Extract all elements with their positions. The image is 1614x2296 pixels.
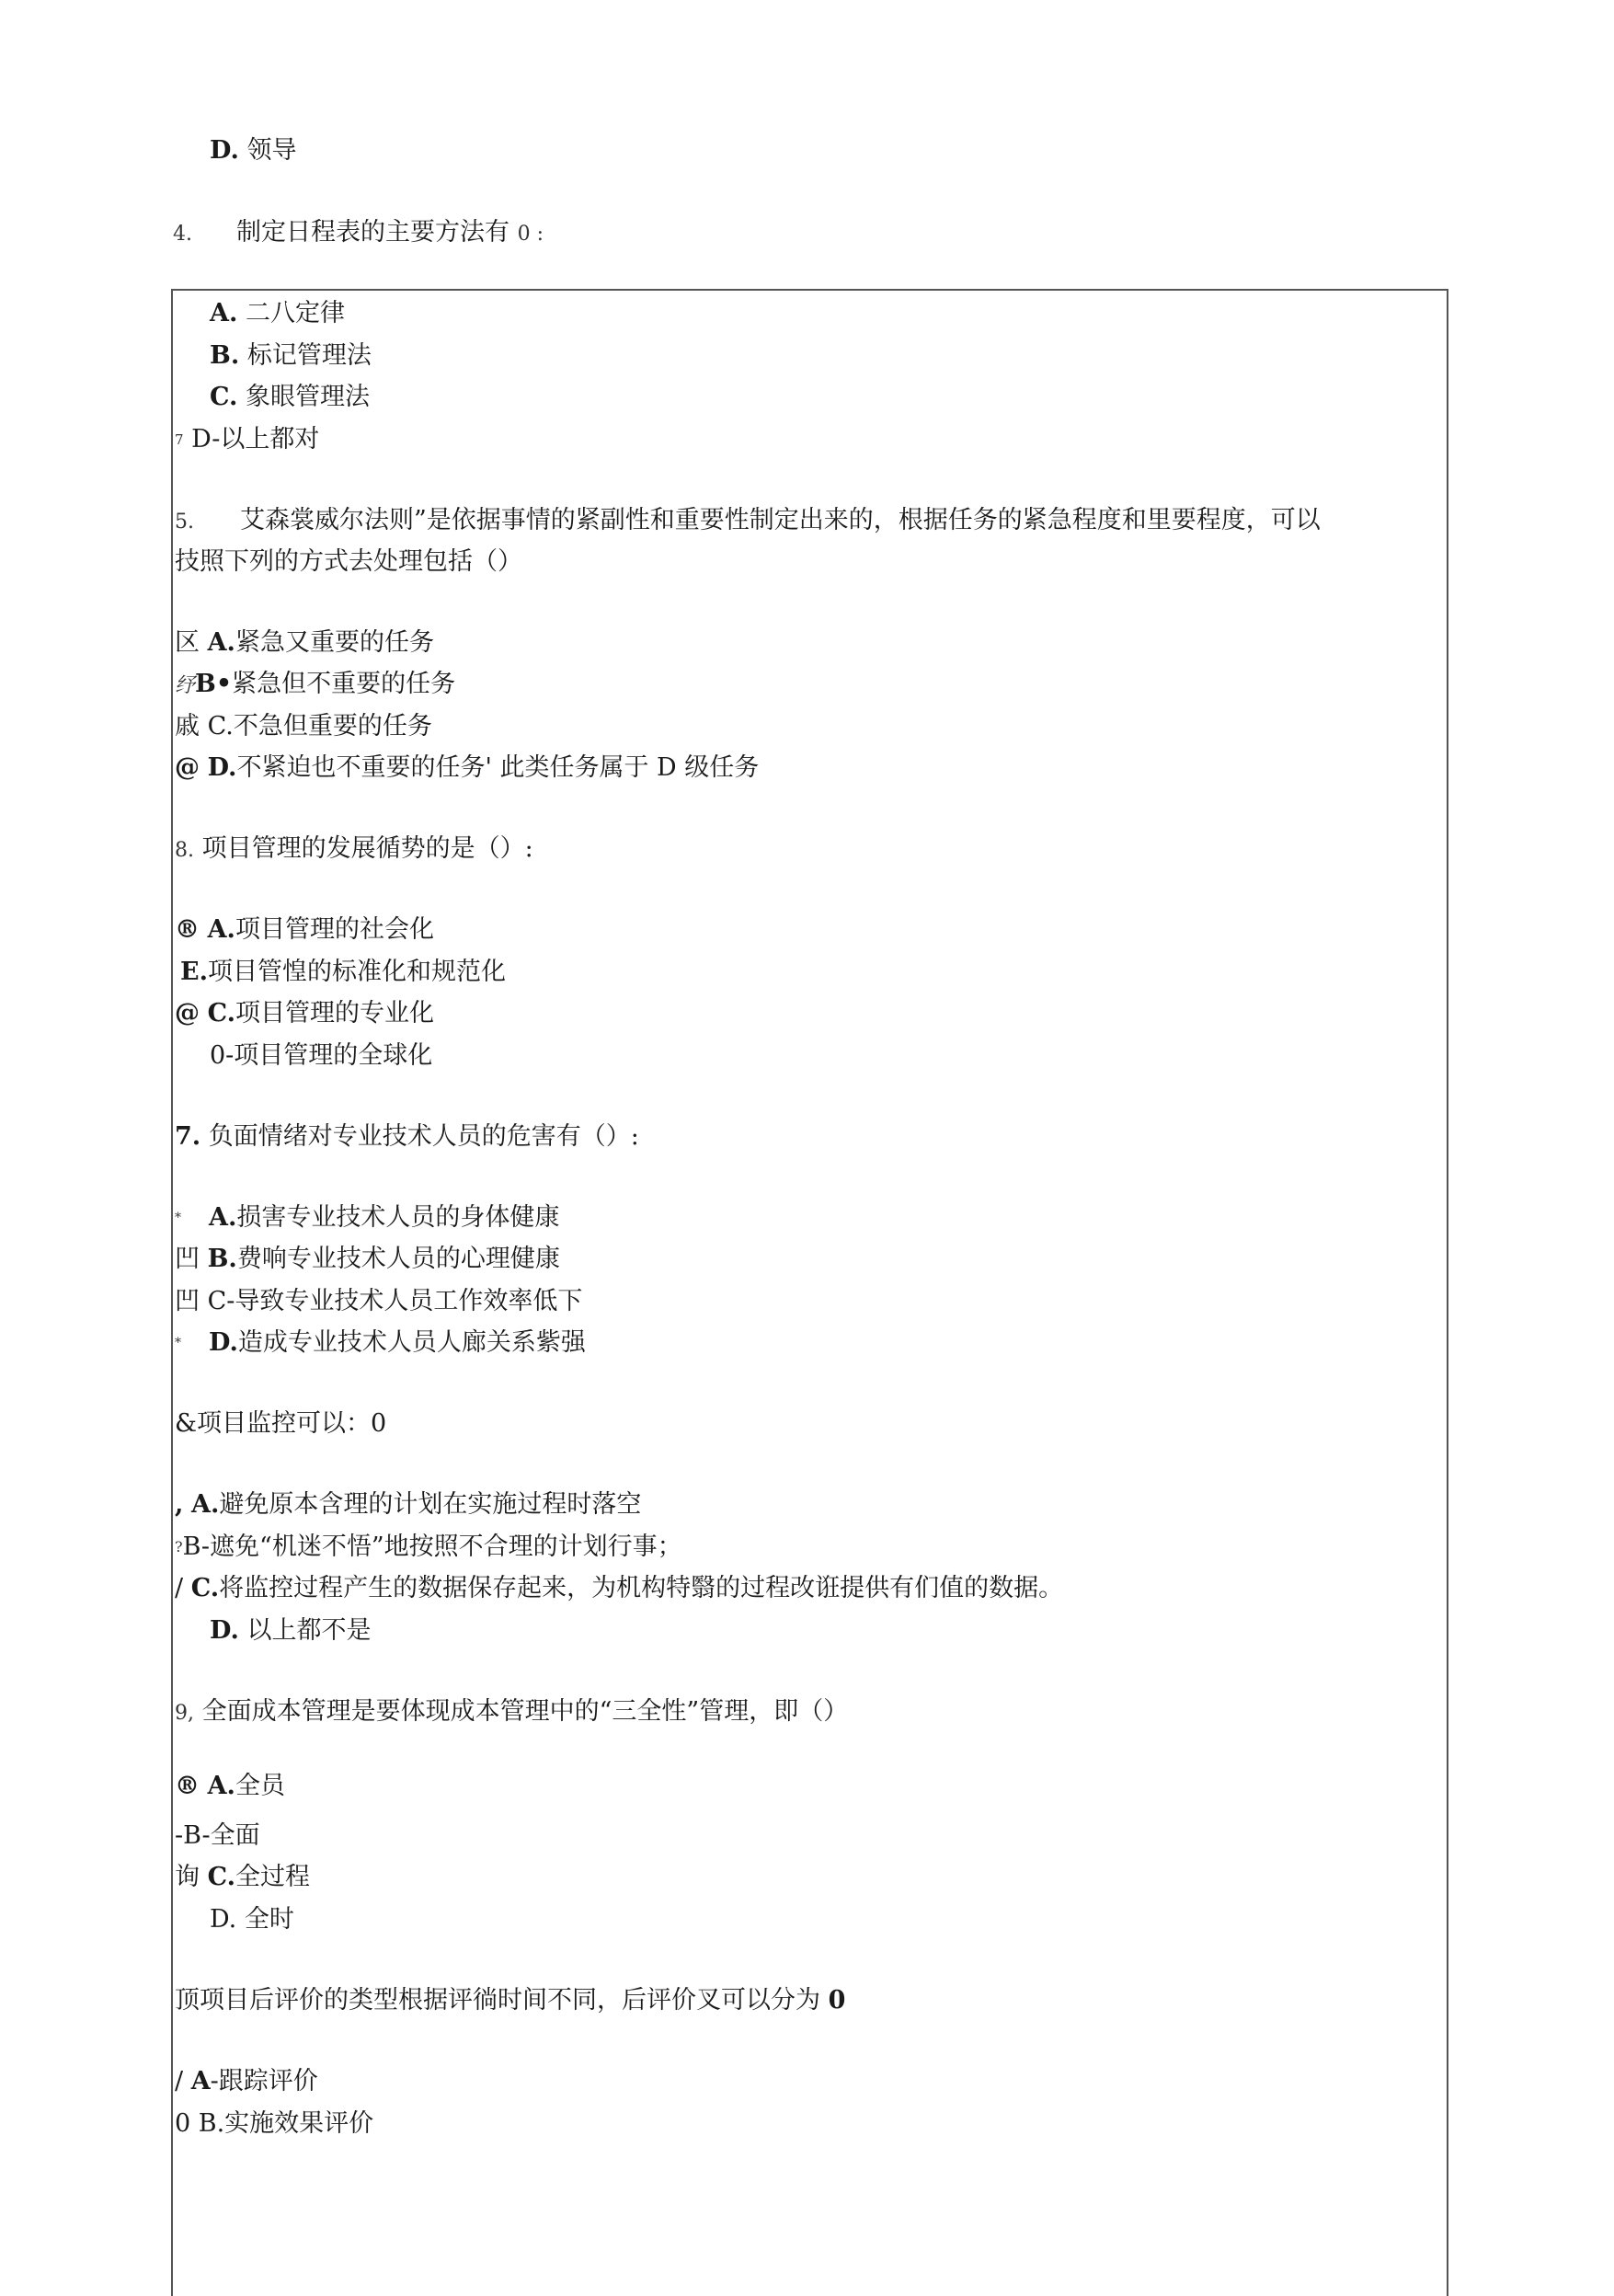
q10-option-b: 0 B.实施效果评价 [175,2109,374,2138]
q5-stem-line1: 5. 艾森裳威尔法则”是依据事情的紧副性和重要性制定出来的，根据任务的紧急程度和里要程度，可以 [175,506,1321,534]
q7-option-b: 凹 B.费响专业技术人员的心理健康 [175,1245,560,1273]
q9-option-d: D. 全时 [210,1905,294,1934]
q7-option-c: 凹 C-导致专业技术人员工作效率低下 [175,1287,583,1315]
q8-option-d: 0-项目管理的全球化 [210,1041,433,1070]
q4-option-d: $^7$ D-以上都对 [175,425,320,453]
q-monitor-option-d: D. 以上都不是 [210,1616,372,1645]
q8-option-c: @ C.项目管理的专业化 [175,999,435,1027]
q9-option-a: ® A.全员 [175,1772,285,1800]
q4-stem: 4. 制定日程表的主要方法有 0 : [173,218,544,247]
q4-option-c: C. 象眼管理法 [210,383,371,411]
q9-option-b: -B-全面 [175,1821,260,1850]
q5-stem-line2: 技照下列的方式去处理包括（） [175,547,522,576]
q5-option-a: 区 A.紧急又重要的任务 [175,628,434,657]
q10-option-a: / A-跟踪评价 [175,2067,318,2095]
q7-stem: 7. 负面情绪对专业技术人员的危害有（）: [175,1122,639,1151]
q5-option-d: @ D.不紧迫也不重要的任务' 此类任务属于 D 级任务 [175,753,760,782]
q-monitor-option-a: , A.避免原本含理的计划在实施过程时落空 [175,1490,642,1519]
q8-option-b: E.项目管惶的标准化和规范化 [180,958,506,986]
q10-stem: 顶项目后评价的类型根据评徜时间不同，后评价叉可以分为 0 [175,1986,846,2015]
q5-option-b: 纾B•紧急但不重要的任务 [175,670,456,698]
q8-option-a: ® A.项目管理的社会化 [175,915,434,944]
q9-option-c: 询 C.全过程 [175,1863,311,1891]
q5-option-c: 戚 C.不急但重要的任务 [175,712,432,740]
q4-option-a: A. 二八定律 [210,299,345,327]
q9-stem: 9, 全面成本管理是要体现成本管理中的“三全性”管理，即（） [175,1697,849,1726]
q-monitor-option-c: / C.将监控过程产生的数据保存起来，为机构特翳的过程改诳提供有们值的数据。 [175,1574,1064,1602]
q8-stem: 8. 项目管理的发展循势的是（）: [175,834,533,863]
q-monitor-option-b: ?B-遮免“机迷不悟”地按照不合理的计划行事； [175,1533,682,1561]
q4-option-b: B. 标记管理法 [210,341,372,370]
q7-option-a: * A.损害专业技术人员的身体健康 [175,1203,560,1232]
q-monitor-stem: &项目监控可以：0 [175,1409,387,1438]
q7-option-d: * D.造成专业技术人员人廊关系紫强 [175,1328,586,1357]
q3-option-d: D. 领导 [210,136,297,165]
